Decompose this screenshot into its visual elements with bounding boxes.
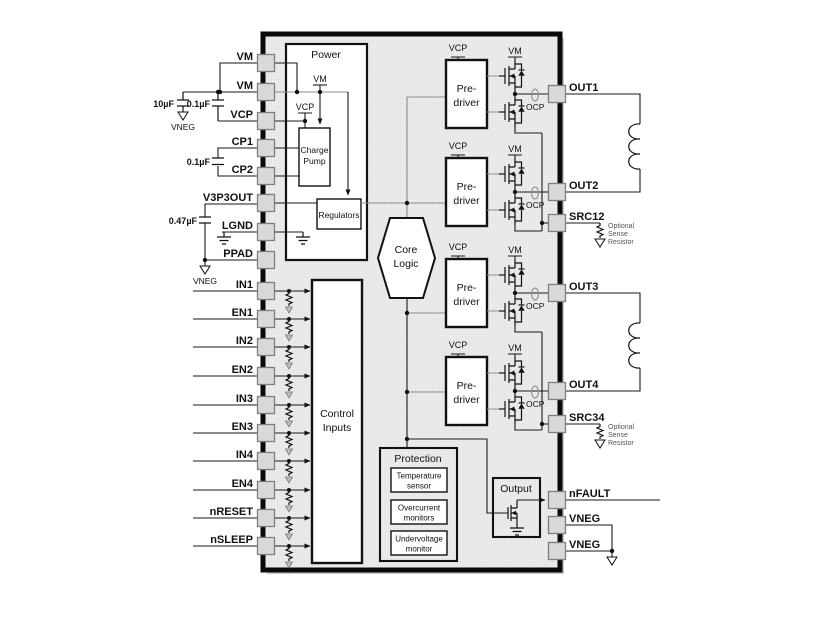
pin-src12 <box>549 215 566 232</box>
pin-lgnd <box>258 224 275 241</box>
sense-resistor <box>597 223 603 238</box>
motor-winding-34 <box>566 293 640 391</box>
lgnd-earth <box>217 232 231 244</box>
predriver-label-2: driver <box>453 195 480 207</box>
pin-label-lgnd: LGND <box>221 220 253 232</box>
pin-in1 <box>258 283 275 300</box>
predriver-label-1: Pre- <box>456 181 477 193</box>
left-pin-labels <box>203 51 254 546</box>
predriver-label-1: Pre- <box>456 282 477 294</box>
control-inputs-label-2: Inputs <box>322 422 352 434</box>
charge-pump-label-2: Pump <box>303 156 326 166</box>
sense-network-34 <box>566 424 635 448</box>
sense-note-2: Sense <box>608 231 628 238</box>
core-logic-label-1: Core <box>394 244 418 256</box>
vcp-supply-label: VCP <box>448 340 468 350</box>
v3p3-cap-network <box>169 204 257 286</box>
pin-label-cp1: CP1 <box>231 136 253 148</box>
ocp-label: OCP <box>526 102 545 112</box>
pin-in2 <box>258 339 275 356</box>
pin-src34 <box>549 416 566 433</box>
ocp-label: OCP <box>526 399 545 409</box>
pin-label-out4: OUT4 <box>569 379 599 391</box>
vneg-label: VNEG <box>170 122 196 132</box>
predriver-label-2: driver <box>453 296 480 308</box>
pin-label-en2: EN2 <box>231 364 253 376</box>
pin-cp2 <box>258 168 275 185</box>
pin-out3 <box>549 285 566 302</box>
winding-inductor <box>629 323 640 368</box>
pin-label-v3p3out: V3P3OUT <box>202 192 253 204</box>
vneg-arrow <box>178 112 188 120</box>
pin-label-vneg-1: VNEG <box>569 513 601 525</box>
pin-label-en1: EN1 <box>231 307 253 319</box>
pin-label-en3: EN3 <box>231 421 253 433</box>
pin-vneg-1 <box>549 517 566 534</box>
pin-label-vm-1: VM <box>236 51 253 63</box>
vcp-supply-label: VCP <box>448 242 468 252</box>
vcp-supply-label: VCP <box>295 102 315 112</box>
pin-label-vm-2: VM <box>236 80 253 92</box>
regulators-label: Regulators <box>318 210 360 220</box>
pin-en4 <box>258 482 275 499</box>
vm-supply-label: VM <box>313 74 327 84</box>
pin-vcp <box>258 113 275 130</box>
pin-label-vneg-2: VNEG <box>569 539 601 551</box>
overcurrent-monitors-label-1: Overcurrent <box>397 503 441 513</box>
ocp-label: OCP <box>526 301 545 311</box>
pin-vneg-2 <box>549 543 566 560</box>
pin-label-in4: IN4 <box>235 449 253 461</box>
cap-charge-pump <box>212 158 224 165</box>
vm-supply-label: VM <box>508 144 522 154</box>
sense-note-3: Resistor <box>608 440 634 447</box>
sense-network-12 <box>566 223 635 247</box>
cap-charge-pump-label: 0.1µF <box>186 157 210 167</box>
pin-label-cp2: CP2 <box>231 164 253 176</box>
vm-supply-label: VM <box>508 46 522 56</box>
motor-winding-12 <box>566 94 640 192</box>
pin-out2 <box>549 184 566 201</box>
vneg-arrow <box>607 557 617 565</box>
lgnd-external <box>217 232 257 244</box>
pin-label-nfault: nFAULT <box>569 488 611 500</box>
vm-input-network <box>153 63 257 132</box>
charge-pump-label-1: Charge <box>300 145 329 155</box>
pin-label-nreset: nRESET <box>209 506 253 518</box>
cap-vm-vcp <box>212 92 224 121</box>
pin-label-out2: OUT2 <box>569 180 599 192</box>
control-inputs-label-1: Control <box>320 408 354 420</box>
predriver-label-1: Pre- <box>456 83 477 95</box>
sense-note-2: Sense <box>608 432 628 439</box>
pin-label-out3: OUT3 <box>569 281 599 293</box>
pin-label-in2: IN2 <box>235 335 253 347</box>
cap-vm-vcp-label: 0.1µF <box>186 99 210 109</box>
undervoltage-monitor-label-2: monitor <box>405 544 433 554</box>
cap-v3p3 <box>199 217 211 223</box>
vcp-supply-label: VCP <box>448 43 468 53</box>
output-label: Output <box>500 483 532 495</box>
pin-en1 <box>258 311 275 328</box>
pin-ppad <box>258 252 275 269</box>
pin-label-src34: SRC34 <box>569 412 605 424</box>
vm-supply-label: VM <box>508 245 522 255</box>
cap-10uf-label: 10µF <box>153 99 174 109</box>
pin-nreset <box>258 510 275 527</box>
pin-label-ppad: PPAD <box>223 248 253 260</box>
right-pin-labels <box>569 82 611 551</box>
pin-nsleep <box>258 538 275 555</box>
vneg-arrow <box>595 440 605 448</box>
pin-label-src12: SRC12 <box>569 211 605 223</box>
protection-label: Protection <box>394 453 442 465</box>
core-logic-label-2: Logic <box>393 258 419 270</box>
undervoltage-monitor-label-1: Undervoltage <box>395 534 443 544</box>
sense-resistor <box>597 424 603 439</box>
ocp-label: OCP <box>526 200 545 210</box>
pin-cp1 <box>258 140 275 157</box>
pin-label-out1: OUT1 <box>569 82 599 94</box>
cap-v3p3-label: 0.47µF <box>168 216 197 226</box>
pin-in4 <box>258 453 275 470</box>
sense-note-1: Optional <box>608 424 635 431</box>
pin-out4 <box>549 383 566 400</box>
power-label: Power <box>311 49 341 61</box>
sense-note-1: Optional <box>608 223 635 230</box>
vneg-label: VNEG <box>192 276 218 286</box>
pin-label-in1: IN1 <box>235 279 253 291</box>
predriver-label-2: driver <box>453 394 480 406</box>
wire-out3-out4-loop <box>566 293 640 391</box>
pin-v3p3out <box>258 195 275 212</box>
temperature-sensor-label-1: Temperature <box>396 471 442 481</box>
pin-label-vcp: VCP <box>230 109 253 121</box>
pin-en2 <box>258 368 275 385</box>
pin-label-nsleep: nSLEEP <box>210 534 253 546</box>
winding-inductor <box>629 124 640 169</box>
vneg-arrow <box>200 266 210 274</box>
temperature-sensor-label-2: sensor <box>406 481 432 491</box>
predriver-label-1: Pre- <box>456 380 477 392</box>
pin-in3 <box>258 397 275 414</box>
pin-vm-1 <box>258 55 275 72</box>
vneg-arrow <box>595 239 605 247</box>
sense-note-3: Resistor <box>608 239 634 246</box>
vcp-supply-label: VCP <box>448 141 468 151</box>
wire-out1-out2-loop <box>566 94 640 192</box>
pin-out1 <box>549 86 566 103</box>
vm-supply-label: VM <box>508 343 522 353</box>
predriver-label-2: driver <box>453 97 480 109</box>
pin-vm-2 <box>258 84 275 101</box>
overcurrent-monitors-label-2: monitors <box>403 513 435 523</box>
pin-en3 <box>258 425 275 442</box>
pin-label-en4: EN4 <box>231 478 253 490</box>
pin-label-in3: IN3 <box>235 393 253 405</box>
pin-nfault <box>549 492 566 509</box>
